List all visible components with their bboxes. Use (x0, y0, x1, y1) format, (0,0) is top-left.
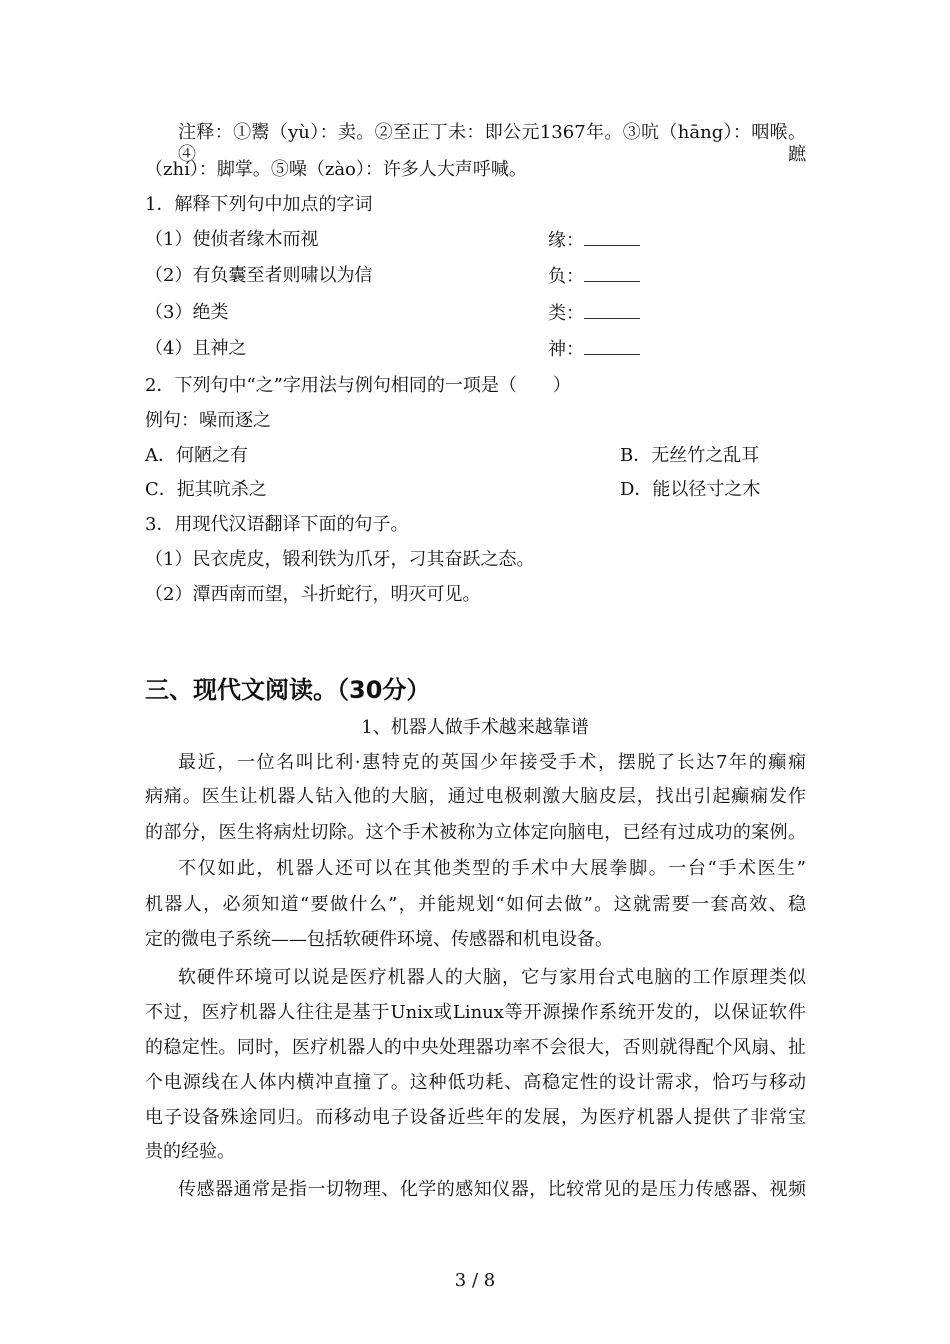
q1-item (145, 302, 806, 324)
q3-item: （2）潭西南而望，斗折蛇行，明灭可见。 (145, 584, 481, 605)
article-line: 不仅如此，机器人还可以在其他类型的手术中大展拳脚。一台“手术医生” (178, 858, 806, 879)
answer-blank[interactable] (584, 302, 640, 319)
answer-blank[interactable] (584, 265, 640, 282)
article-line: 软硬件环境可以说是医疗机器人的大脑，它与家用台式电脑的工作原理类似 (178, 967, 806, 988)
q1-item (145, 338, 806, 360)
q1-item (145, 229, 806, 251)
option-d: D．能以径寸之木 (620, 479, 761, 500)
answer-blank[interactable] (584, 229, 640, 246)
article-line: 不过，医疗机器人往往是基于Unix或Linux等开源操作系统开发的，以保证软件 (145, 1002, 806, 1023)
q2-options-row (145, 479, 806, 501)
article-title: 1、机器人做手术越来越靠谱 (361, 717, 589, 738)
q1-item-label: 神： (548, 339, 584, 360)
article-line: 个电源线在人体内横冲直撞了。这种低功耗、高稳定性的设计需求，恰巧与移动 (145, 1072, 806, 1093)
q2-example: 例句：噪而逐之 (145, 410, 271, 431)
q3-item: （1）民衣虎皮，锻利铁为爪牙，刁其奋跃之态。 (145, 549, 535, 570)
answer-blank[interactable] (584, 338, 640, 355)
article-line: 最近，一位名叫比利·惠特克的英国少年接受手术，摆脱了长达7年的癫痫 (178, 752, 806, 773)
q1-item-text: （4）且神之 (145, 338, 247, 359)
article-line: 病痛。医生让机器人钻入他的大脑，通过电极刺激大脑皮层，找出引起癫痫发作 (145, 786, 806, 807)
article-line: 的部分，医生将病灶切除。这个手术被称为立体定向脑电，已经有过成功的案例。 (145, 822, 806, 843)
question-2-title: 2．下列句中“之”字用法与例句相同的一项是（ ） (145, 375, 571, 396)
option-a: A．何陋之有 (145, 445, 248, 466)
article-line: 电子设备殊途同归。而移动电子设备近些年的发展，为医疗机器人提供了非常宝 (145, 1107, 806, 1128)
q1-item-text: （1）使侦者缘木而视 (145, 229, 319, 250)
question-3-title: 3．用现代汉语翻译下面的句子。 (145, 514, 409, 535)
q1-item-text: （2）有负囊至者则啸以为信 (145, 265, 373, 286)
article-line: 的稳定性。同时，医疗机器人的中央处理器功率不会很大，否则就得配个风扇、扯 (145, 1037, 806, 1058)
q1-item-label: 缘： (548, 230, 584, 251)
article-line: 传感器通常是指一切物理、化学的感知仪器，比较常见的是压力传感器、视频 (178, 1179, 806, 1200)
note-line: 注释：①鬻（yù）：卖。②至正丁未：即公元1367年。③吭（hāng）：咽喉。④蹠 (178, 122, 806, 165)
article-line: 机器人，必须知道“要做什么”，并能规划“如何去做”。这就需要一套高效、稳 (145, 894, 806, 915)
q1-item (145, 265, 806, 287)
note-line: （zhí）：脚掌。⑤噪（zào）：许多人大声呼喊。 (145, 159, 527, 180)
option-b: B．无丝竹之乱耳 (620, 445, 760, 466)
q1-item-label: 负： (548, 266, 584, 287)
page-number: 3 / 8 (454, 1270, 496, 1291)
q1-item-label: 类： (548, 303, 584, 324)
section-heading: 三、现代文阅读。（30分） (145, 676, 431, 704)
q2-options-row (145, 445, 806, 467)
option-c: C．扼其吭杀之 (145, 479, 267, 500)
q1-item-text: （3）绝类 (145, 302, 229, 323)
question-1-title: 1．解释下列句中加点的字词 (145, 194, 373, 215)
article-line: 贵的经验。 (145, 1141, 235, 1162)
article-line: 定的微电子系统——包括软硬件环境、传感器和机电设备。 (145, 929, 613, 950)
